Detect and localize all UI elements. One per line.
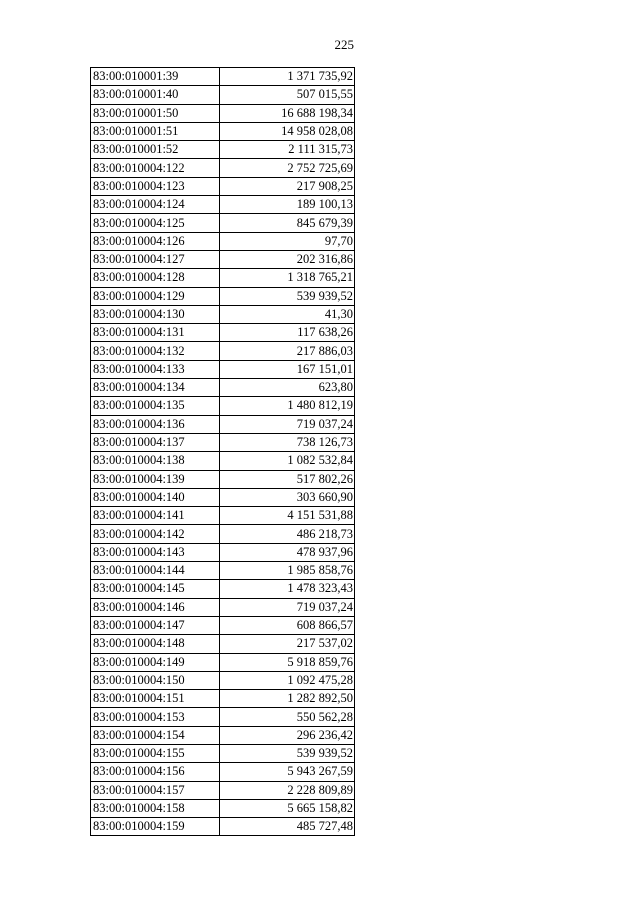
cadastral-number-cell: 83:00:010004:151 xyxy=(91,690,220,708)
cadastral-number-cell: 83:00:010004:139 xyxy=(91,470,220,488)
cadastral-number-cell: 83:00:010004:141 xyxy=(91,507,220,525)
value-cell: 217 537,02 xyxy=(220,635,355,653)
table-row xyxy=(91,653,355,671)
value-cell: 517 802,26 xyxy=(220,470,355,488)
table-row xyxy=(91,415,355,433)
value-cell: 1 478 323,43 xyxy=(220,580,355,598)
cadastral-number-cell: 83:00:010001:40 xyxy=(91,86,220,104)
value-cell: 623,80 xyxy=(220,379,355,397)
value-cell: 5 943 267,59 xyxy=(220,763,355,781)
cadastral-number-cell: 83:00:010004:153 xyxy=(91,708,220,726)
cadastral-number-cell: 83:00:010004:134 xyxy=(91,379,220,397)
value-cell: 97,70 xyxy=(220,232,355,250)
page-number: 225 xyxy=(334,37,354,52)
cadastral-number-cell: 83:00:010004:155 xyxy=(91,744,220,762)
table-row xyxy=(91,616,355,634)
value-cell: 217 908,25 xyxy=(220,177,355,195)
table-row xyxy=(91,598,355,616)
table-row xyxy=(91,488,355,506)
table-row xyxy=(91,379,355,397)
cadastral-value-table xyxy=(90,67,355,836)
value-cell: 167 151,01 xyxy=(220,360,355,378)
value-cell: 1 371 735,92 xyxy=(220,68,355,86)
table-row xyxy=(91,507,355,525)
value-cell: 507 015,55 xyxy=(220,86,355,104)
value-cell: 539 939,52 xyxy=(220,744,355,762)
value-cell: 189 100,13 xyxy=(220,196,355,214)
table-row xyxy=(91,799,355,817)
cadastral-number-cell: 83:00:010004:124 xyxy=(91,196,220,214)
value-cell: 608 866,57 xyxy=(220,616,355,634)
table-row xyxy=(91,562,355,580)
value-cell: 41,30 xyxy=(220,305,355,323)
value-cell: 486 218,73 xyxy=(220,525,355,543)
table-row xyxy=(91,763,355,781)
cadastral-number-cell: 83:00:010004:129 xyxy=(91,287,220,305)
table-row xyxy=(91,104,355,122)
cadastral-number-cell: 83:00:010004:156 xyxy=(91,763,220,781)
cadastral-number-cell: 83:00:010004:148 xyxy=(91,635,220,653)
cadastral-number-cell: 83:00:010004:125 xyxy=(91,214,220,232)
table-row xyxy=(91,397,355,415)
value-cell: 2 752 725,69 xyxy=(220,159,355,177)
table-row xyxy=(91,196,355,214)
cadastral-number-cell: 83:00:010001:39 xyxy=(91,68,220,86)
table-row xyxy=(91,342,355,360)
cadastral-number-cell: 83:00:010004:127 xyxy=(91,250,220,268)
cadastral-number-cell: 83:00:010004:138 xyxy=(91,452,220,470)
table-body xyxy=(91,68,355,836)
value-cell: 719 037,24 xyxy=(220,598,355,616)
cadastral-number-cell: 83:00:010004:145 xyxy=(91,580,220,598)
cadastral-number-cell: 83:00:010004:133 xyxy=(91,360,220,378)
table-row xyxy=(91,177,355,195)
cadastral-number-cell: 83:00:010004:144 xyxy=(91,562,220,580)
cadastral-number-cell: 83:00:010004:132 xyxy=(91,342,220,360)
table-row xyxy=(91,525,355,543)
cadastral-number-cell: 83:00:010004:136 xyxy=(91,415,220,433)
table-row xyxy=(91,324,355,342)
value-cell: 738 126,73 xyxy=(220,433,355,451)
cadastral-number-cell: 83:00:010004:131 xyxy=(91,324,220,342)
value-cell: 1 082 532,84 xyxy=(220,452,355,470)
value-cell: 202 316,86 xyxy=(220,250,355,268)
table-row xyxy=(91,708,355,726)
value-cell: 2 228 809,89 xyxy=(220,781,355,799)
table-row xyxy=(91,287,355,305)
cadastral-number-cell: 83:00:010001:52 xyxy=(91,141,220,159)
table-row xyxy=(91,68,355,86)
cadastral-number-cell: 83:00:010004:158 xyxy=(91,799,220,817)
value-cell: 117 638,26 xyxy=(220,324,355,342)
cadastral-number-cell: 83:00:010004:157 xyxy=(91,781,220,799)
value-cell: 1 985 858,76 xyxy=(220,562,355,580)
cadastral-number-cell: 83:00:010004:149 xyxy=(91,653,220,671)
table-row xyxy=(91,781,355,799)
table-row xyxy=(91,269,355,287)
value-cell: 719 037,24 xyxy=(220,415,355,433)
cadastral-number-cell: 83:00:010004:137 xyxy=(91,433,220,451)
value-cell: 296 236,42 xyxy=(220,726,355,744)
cadastral-number-cell: 83:00:010004:135 xyxy=(91,397,220,415)
table-row xyxy=(91,543,355,561)
cadastral-number-cell: 83:00:010004:140 xyxy=(91,488,220,506)
value-cell: 845 679,39 xyxy=(220,214,355,232)
cadastral-number-cell: 83:00:010004:122 xyxy=(91,159,220,177)
value-cell: 478 937,96 xyxy=(220,543,355,561)
cadastral-number-cell: 83:00:010001:51 xyxy=(91,122,220,140)
cadastral-number-cell: 83:00:010004:154 xyxy=(91,726,220,744)
cadastral-number-cell: 83:00:010004:123 xyxy=(91,177,220,195)
table-row xyxy=(91,232,355,250)
value-cell: 550 562,28 xyxy=(220,708,355,726)
value-cell: 1 480 812,19 xyxy=(220,397,355,415)
table-row xyxy=(91,452,355,470)
table-row xyxy=(91,726,355,744)
table-row xyxy=(91,86,355,104)
table-row xyxy=(91,305,355,323)
value-cell: 485 727,48 xyxy=(220,818,355,836)
table-row xyxy=(91,250,355,268)
value-cell: 217 886,03 xyxy=(220,342,355,360)
table-row xyxy=(91,433,355,451)
cadastral-number-cell: 83:00:010004:146 xyxy=(91,598,220,616)
value-cell: 1 282 892,50 xyxy=(220,690,355,708)
cadastral-number-cell: 83:00:010001:50 xyxy=(91,104,220,122)
value-cell: 303 660,90 xyxy=(220,488,355,506)
cadastral-number-cell: 83:00:010004:143 xyxy=(91,543,220,561)
cadastral-number-cell: 83:00:010004:147 xyxy=(91,616,220,634)
value-cell: 539 939,52 xyxy=(220,287,355,305)
table-row xyxy=(91,360,355,378)
table-row xyxy=(91,470,355,488)
table-row xyxy=(91,818,355,836)
table-row xyxy=(91,635,355,653)
cadastral-number-cell: 83:00:010004:150 xyxy=(91,671,220,689)
table-row xyxy=(91,159,355,177)
value-cell: 5 665 158,82 xyxy=(220,799,355,817)
value-cell: 2 111 315,73 xyxy=(220,141,355,159)
table-row xyxy=(91,122,355,140)
cadastral-number-cell: 83:00:010004:126 xyxy=(91,232,220,250)
cadastral-number-cell: 83:00:010004:130 xyxy=(91,305,220,323)
value-cell: 14 958 028,08 xyxy=(220,122,355,140)
cadastral-number-cell: 83:00:010004:159 xyxy=(91,818,220,836)
table-row xyxy=(91,671,355,689)
value-cell: 5 918 859,76 xyxy=(220,653,355,671)
value-cell: 1 318 765,21 xyxy=(220,269,355,287)
value-cell: 16 688 198,34 xyxy=(220,104,355,122)
value-cell: 4 151 531,88 xyxy=(220,507,355,525)
table-row xyxy=(91,744,355,762)
cadastral-number-cell: 83:00:010004:142 xyxy=(91,525,220,543)
table-row xyxy=(91,690,355,708)
cadastral-number-cell: 83:00:010004:128 xyxy=(91,269,220,287)
table-row xyxy=(91,214,355,232)
value-cell: 1 092 475,28 xyxy=(220,671,355,689)
table-row xyxy=(91,580,355,598)
table-row xyxy=(91,141,355,159)
